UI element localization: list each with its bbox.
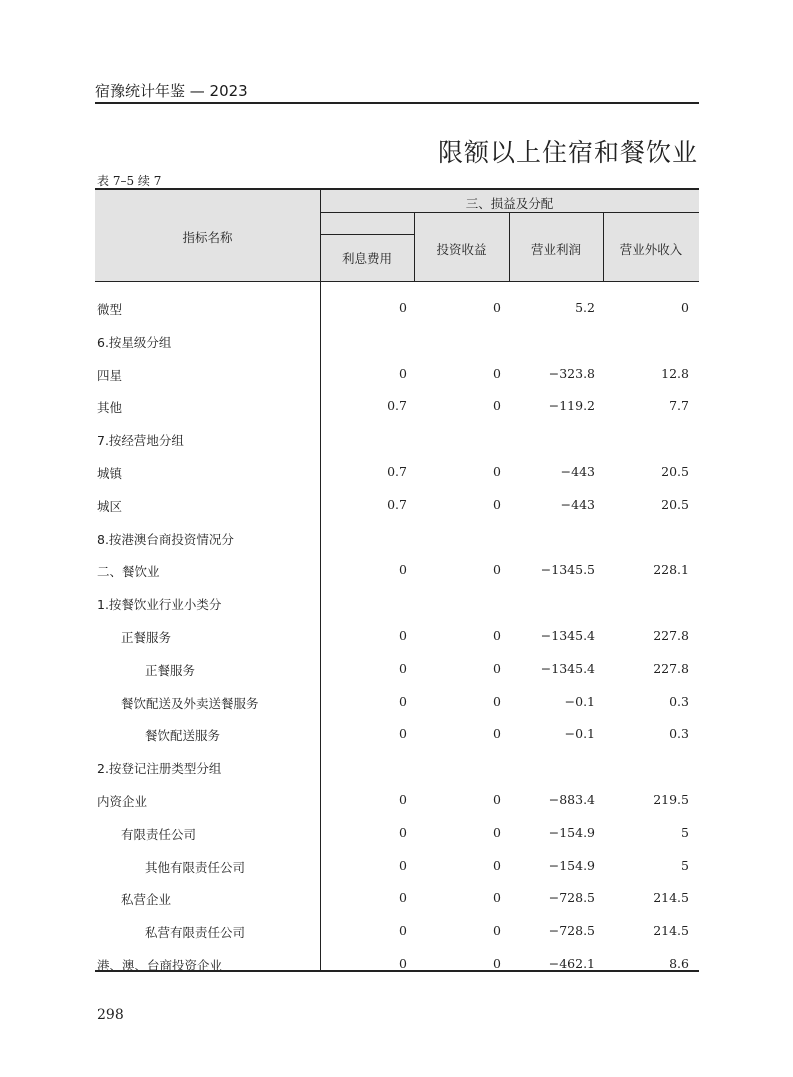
- table-row: [95, 718, 699, 751]
- row-value: 0: [399, 890, 407, 906]
- row-label: 正餐服务: [121, 630, 172, 645]
- row-value: 0: [493, 628, 501, 643]
- row-value: 0: [399, 857, 407, 873]
- header-col-1: 利息费用: [341, 251, 392, 266]
- row-value: 0: [493, 300, 501, 315]
- row-value: 0: [493, 660, 501, 676]
- row-label: 港、澳、台商投资企业: [97, 958, 223, 973]
- row-value: 20.5: [661, 496, 689, 512]
- page-number: 298: [97, 1007, 124, 1023]
- row-label: 2.按登记注册类型分组: [97, 761, 222, 777]
- table-top-rule: [95, 188, 699, 190]
- header-col-4: 营业外收入: [619, 242, 683, 257]
- table-label: 表 7–5 续 7: [97, 174, 162, 188]
- row-value: 5.2: [575, 300, 595, 315]
- table-row: [95, 554, 699, 587]
- row-value: 0: [493, 792, 501, 807]
- row-value: −1345.4: [540, 660, 595, 676]
- row-value: −0.1: [564, 726, 595, 742]
- header-name-col: 指标名称: [182, 230, 233, 245]
- row-value: 0: [493, 923, 501, 939]
- row-value: 227.8: [653, 660, 689, 676]
- row-label: 私营企业: [121, 892, 172, 908]
- row-value: −883.4: [548, 792, 595, 807]
- row-value: −1345.5: [540, 562, 595, 578]
- table-row: [95, 587, 699, 620]
- row-label: 二、餐饮业: [97, 564, 160, 580]
- row-value: 0: [399, 693, 407, 709]
- row-value: 0: [493, 857, 501, 873]
- row-value: 0.3: [669, 693, 689, 709]
- row-label: 其他有限责任公司: [145, 859, 246, 875]
- table-row: [95, 325, 699, 358]
- row-value: 228.1: [653, 562, 689, 578]
- table-row: [95, 522, 699, 555]
- row-value: 0: [493, 398, 501, 414]
- row-value: 0: [493, 890, 501, 906]
- row-label: 四星: [97, 367, 123, 383]
- section-title: 限额以上住宿和餐饮业: [437, 138, 698, 167]
- row-label: 1.按餐饮业行业小类分: [97, 597, 222, 613]
- row-label: 微型: [97, 302, 123, 317]
- row-label: 8.按港澳台商投资情况分: [97, 531, 234, 547]
- row-value: −0.1: [564, 693, 595, 709]
- row-value: 0: [493, 824, 501, 840]
- row-label: 餐饮配送服务: [145, 728, 221, 744]
- table-row: [95, 915, 699, 948]
- row-label: 正餐服务: [145, 662, 196, 678]
- row-value: 0: [399, 300, 407, 315]
- row-value: 0: [399, 365, 407, 381]
- row-value: 7.7: [669, 398, 689, 414]
- header-col-3: 营业利润: [530, 242, 581, 257]
- row-label: 6.按星级分组: [97, 334, 172, 350]
- table-row: [95, 751, 699, 784]
- row-label: 餐饮配送及外卖送餐服务: [121, 695, 259, 711]
- row-value: −443: [560, 496, 595, 512]
- row-value: 0: [493, 693, 501, 709]
- table-row: [95, 686, 699, 719]
- table-row: [95, 620, 699, 653]
- row-label: 有限责任公司: [121, 826, 197, 842]
- row-value: 0: [399, 628, 407, 643]
- row-value: −119.2: [548, 398, 595, 414]
- row-value: 0: [493, 956, 501, 971]
- row-label: 7.按经营地分组: [97, 433, 184, 449]
- header-divider: [320, 234, 414, 235]
- running-head: 宿豫统计年鉴 — 2023: [95, 82, 248, 100]
- row-label: 城镇: [97, 466, 123, 481]
- row-value: −462.1: [548, 956, 595, 971]
- table-row: [95, 653, 699, 686]
- row-value: 0: [399, 562, 407, 578]
- row-value: 219.5: [653, 792, 689, 807]
- row-value: −728.5: [548, 890, 595, 906]
- row-value: 0: [493, 365, 501, 381]
- table-row: [95, 817, 699, 850]
- row-value: −154.9: [548, 857, 595, 873]
- row-value: 0.7: [387, 464, 407, 479]
- row-label: 私营有限责任公司: [145, 925, 246, 941]
- table-row: [95, 423, 699, 456]
- table-bottom-rule: [95, 970, 699, 972]
- row-value: 214.5: [653, 890, 689, 906]
- row-value: 0: [493, 496, 501, 512]
- row-value: 0: [399, 726, 407, 742]
- table-row: [95, 882, 699, 915]
- table-row: [95, 390, 699, 423]
- row-value: 0: [493, 464, 501, 479]
- table-row: [95, 784, 699, 817]
- row-value: 214.5: [653, 923, 689, 939]
- row-value: 5: [681, 857, 689, 873]
- row-value: 0: [493, 726, 501, 742]
- row-label: 其他: [97, 400, 123, 416]
- header-bottom-rule: [95, 281, 699, 282]
- row-value: −323.8: [548, 365, 595, 381]
- row-value: 0: [399, 956, 407, 971]
- row-value: 0: [681, 300, 689, 315]
- table-row: [95, 850, 699, 883]
- row-value: 0: [399, 923, 407, 939]
- row-value: 8.6: [669, 956, 689, 971]
- row-value: 0: [399, 824, 407, 840]
- row-value: 12.8: [661, 365, 689, 381]
- table-row: [95, 489, 699, 522]
- table-row: [95, 292, 699, 325]
- table-row: [95, 948, 699, 981]
- row-value: −443: [560, 464, 595, 479]
- row-value: −154.9: [548, 824, 595, 840]
- header-col-2: 投资收益: [436, 242, 487, 257]
- row-value: 5: [681, 824, 689, 840]
- row-label: 内资企业: [97, 794, 148, 809]
- row-value: 0: [493, 562, 501, 578]
- table-row: [95, 456, 699, 489]
- row-value: −1345.4: [540, 628, 595, 643]
- row-value: 227.8: [653, 628, 689, 643]
- row-value: 0: [399, 792, 407, 807]
- row-value: −728.5: [548, 923, 595, 939]
- running-head-rule: [95, 102, 699, 104]
- row-value: 0: [399, 660, 407, 676]
- header-group: 三、损益及分配: [465, 196, 554, 211]
- row-value: 0.7: [387, 398, 407, 414]
- row-value: 0.3: [669, 726, 689, 742]
- row-label: 城区: [97, 498, 123, 514]
- row-value: 20.5: [661, 464, 689, 479]
- row-value: 0.7: [387, 496, 407, 512]
- table-row: [95, 358, 699, 391]
